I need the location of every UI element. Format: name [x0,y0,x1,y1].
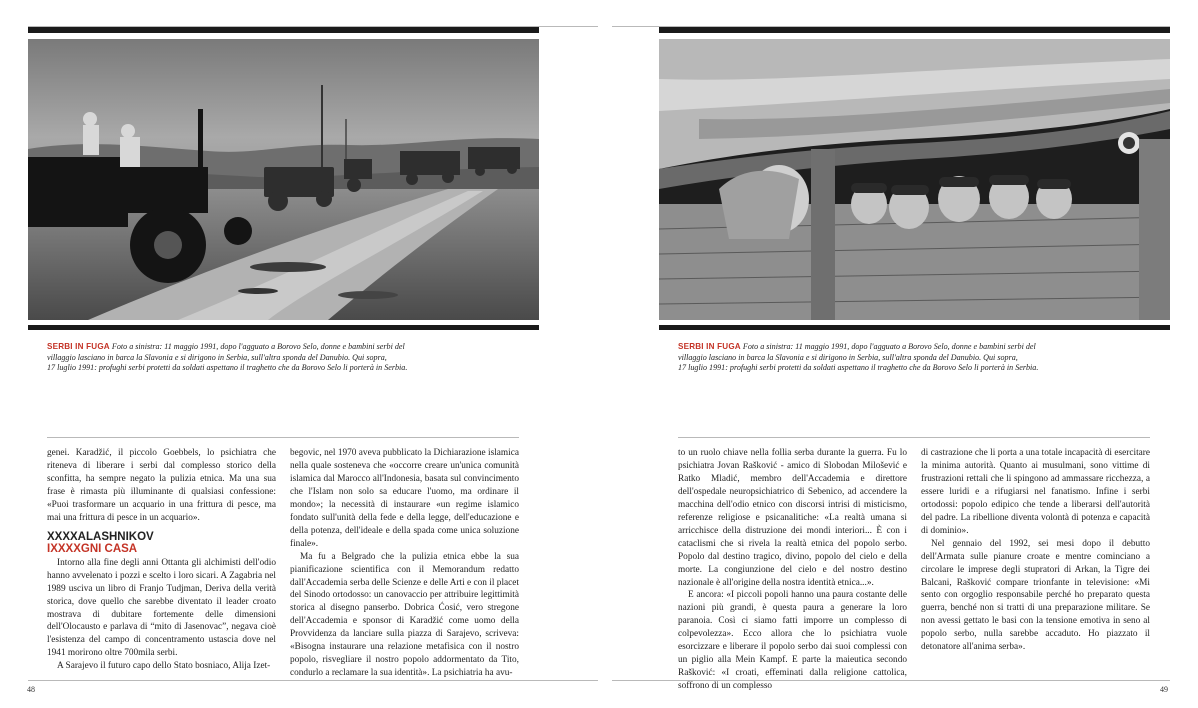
text-column-3 [678,447,907,693]
page-number-left: 48 [27,685,35,694]
paragraph: genei. Karadžić, il piccolo Goebbels, lo psichiatra che riteneva di liberare i serbi dal complesso storico della sconfitta, ha sempre negato la pulizia etnica. Ma una sua frase è rimasta più illuminante di qualsiasi confessione: «Puoi trasformare un acquario in una frittura di pesce, ma mai una frittura di pesce in un acquario». [47,448,276,523]
page-number-right: 49 [1160,685,1168,694]
paragraph: to un ruolo chiave nella follia serba durante la guerra. Fu lo psichiatra Jovan Rašković - amico di Slobodan Milošević e Ratko Mladić, membro dell'Accademia e direttore dell'ospedale neuropsichiatrico di Sebenico, ad accendere la macchina dell'odio etnico con discorsi intrisi di misticismo, referenze religiose e psicanalitiche: «La realtà umana si arricchisce della distruzione dei mondi interiori... È con i cataclismi che si rivela la realtà etnica del popolo serbo. Popolo dal destino tragico, divino, popolo del cielo e della morte. La congiunzione del cielo e del nostro destino nazionale è all'origine della nostra identità etnica...». [678,448,907,588]
caption-line: Foto a sinistra: 11 maggio 1991, dopo l'agguato a Borovo Selo, donne e bambini serbi del [111,342,405,351]
photo-top-bar-right [659,27,1170,33]
photo-bottom-bar-right [659,325,1170,330]
caption-line: 17 luglio 1991: profughi serbi protetti da soldati aspettano il traghetto che da Borovo Selo li porterà in Serbia. [47,363,408,373]
column-rule-right [678,437,1150,438]
paragraph: E ancora: «I piccoli popoli hanno una paura costante delle nazioni più grandi, è questa paura a generare la loro paranoia. Così ci siamo fatti imporre un complesso di colpevolezza». Ecco allora che lo psichiatra vuole esorcizzare e liberare il popolo serbo dai suoi complessi con un piglio alla Mein Kampf. E parte la maieutica secondo Rašković: «I croati, effeminati dalla religione cattolica, soffrono di un complesso [678,590,907,692]
photo-caption-right [678,342,1098,374]
text-column-4 [921,447,1150,654]
bottom-hairline-left [28,680,598,681]
text-column-1 [47,447,276,673]
paragraph: Ma fu a Belgrado che la pulizia etnica ebbe la sua pianificazione scientifica con il Memorandum redatto dall'Accademia serba delle Scienze e delle Arti e con il placet del Sinodo ortodosso: un canovaccio per attribuire legittimità storica al disegno panserbo. Dobrica Ćosić, vero stregone dell'Accademia e sponsor di Karadžić come uomo della Provvidenza da lanciare sulla piazza di Sarajevo, scriveva: «Bisogna instaurare una relazione metafisica con il nostro popolo, risvegliare il nostro popolo addormentato da Tito, condurlo a reclamare la sua identità». La psichiatria ha avu- [290,551,519,679]
caption-tag: SERBI IN FUGA [47,342,110,351]
tractor-convoy-illustration [28,39,539,320]
column-rule-left [47,437,519,438]
paragraph: Intorno alla fine degli anni Ottanta gli alchimisti dell'odio hanno avvelenato i pozzi e scelto i loro sicari. A Zagabria nel 1989 usciva un libro di Franjo Tudjman, Deriva della verità storica, dove quello che sarebbe diventato il leader croato mostrava di dubitare fortemente delle dimensioni dell'Olocausto e parlava di “mito di Jasenovac”, negava cioè l'esistenza del campo di concentramento ustascia dove nel 1941 morirono oltre 700mila serbi. [47,557,276,659]
caption-tag: SERBI IN FUGA [678,342,741,351]
caption-line: 17 luglio 1991: profughi serbi protetti da soldati aspettano il traghetto che da Borovo Selo li porterà in Serbia. [678,363,1039,373]
text-column-2 [290,447,519,680]
bottom-hairline-right [612,680,1170,681]
tractor-convoy-photo [28,39,539,320]
paragraph: A Sarajevo il futuro capo dello Stato bosniaco, Alija Izet- [57,661,271,672]
photo-bottom-bar-left [28,325,539,330]
subhead-red: IXXXXGNI CASA [47,543,138,556]
caption-line: Foto a sinistra: 11 maggio 1991, dopo l'agguato a Borovo Selo, donne e bambini serbi del [742,342,1036,351]
refugees-truck-illustration [659,39,1170,320]
section-subhead [47,531,276,556]
paragraph: begovic, nel 1970 aveva pubblicato la Dichiarazione islamica nella quale sosteneva che «occorre creare un'unica comunità islamica dal Marocco all'Indonesia, basata sul convincimento che l'Islam non solo sa educare l'uomo, ma ordinare il mondo»; la necessità di instaurare «un regime islamico fondato sull'unità della fede e della legge, dell'educazione e della potenza, dell'ideale e della spada come unica soluzione finale». [290,448,519,549]
subhead-black: XXXXALASHNIKOV [47,530,154,543]
photo-caption-left [47,342,467,374]
caption-line: villaggio lasciano in barca la Slavonia e si dirigono in Serbia, sull'altra sponda del Danubio. Qui sopra, [47,352,387,362]
paragraph: Nel gennaio del 1992, sei mesi dopo il debutto dell'Armata sulle pianure croate e mentre cominciano a circolare le imprese degli stupratori di Arkan, la Tigre dei Balcani, Rašković compare trionfante in televisione: «Mi sento con orgoglio responsabile perché ho preparato questa guerra, benché non si tratti di una preparazione militare. Se non avessi gettato le basi con la tensione emotiva in seno al popolo serbo, nulla sarebbe accaduto. Ho piazzato il detonatore all'anima serba». [921,538,1150,653]
refugees-truck-photo [659,39,1170,320]
caption-line: villaggio lasciano in barca la Slavonia e si dirigono in Serbia, sull'altra sponda del Danubio. Qui sopra, [678,352,1018,362]
photo-top-bar-left [28,27,539,33]
paragraph: di castrazione che li porta a una totale incapacità di esercitare la minima autorità. Quanto ai musulmani, sono vittime di frustrazioni rettali che li spingono ad ammassare ricchezza, a essere luridi e a rifugiarsi nel fanatismo. Infine i serbi ortodossi: popolo edipico che tende a liberarsi dell'autorità del padre. La ribellione diventa volontà di potenza e capacità di dominio». [921,448,1150,536]
